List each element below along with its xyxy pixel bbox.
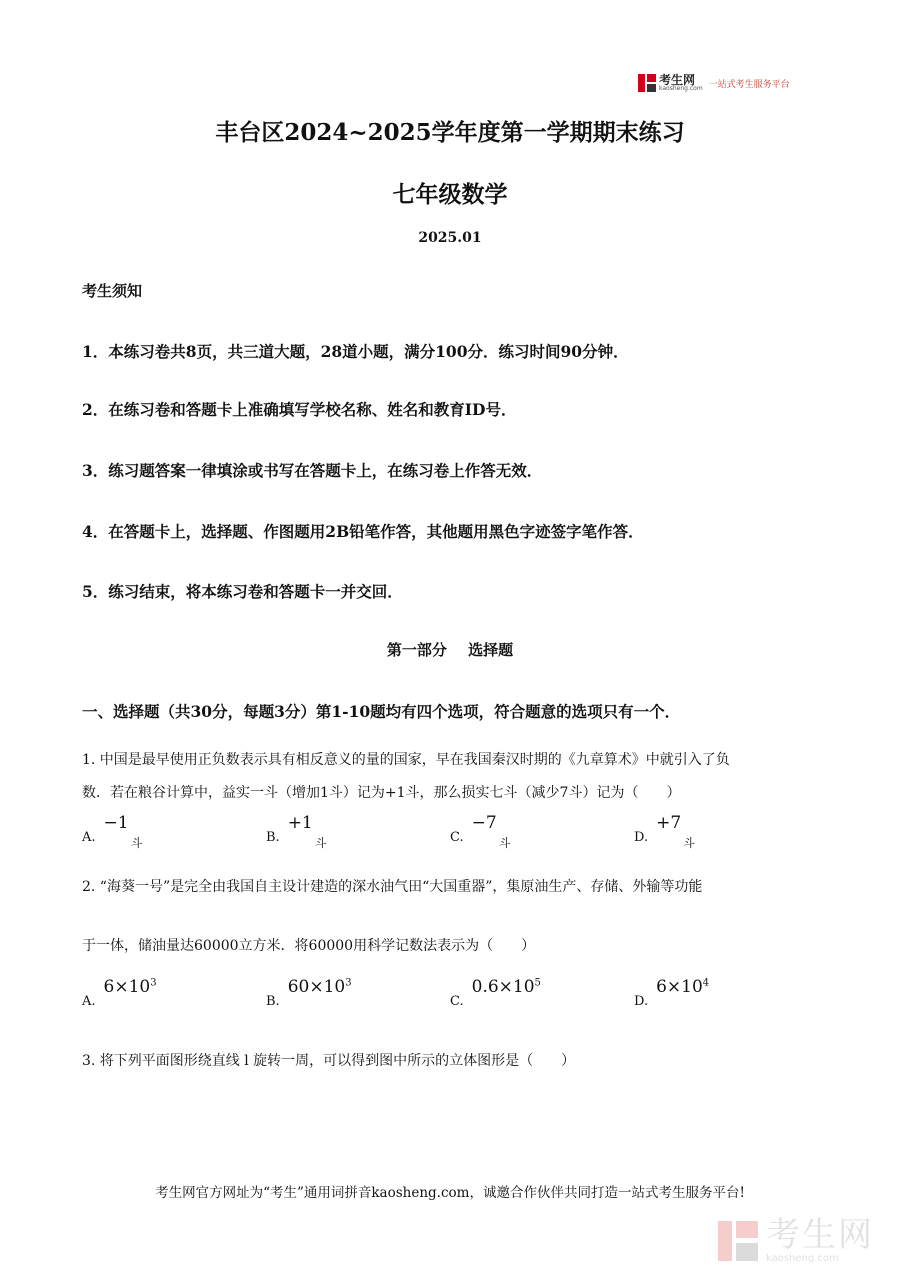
option-value [288,977,352,997]
brand-logo-icon [638,74,656,92]
brand-logo [638,72,790,94]
option-label: C. [450,830,464,845]
question-2-option-b [266,977,352,1009]
option-value: −7 [471,813,497,833]
question-1-option-c [450,813,511,851]
option-base: 6×10 [656,977,703,997]
option-exponent: 3 [345,977,352,989]
brand-logo-text [659,74,703,92]
notice-item: 5．练习结束，将本练习卷和答题卡一并交回． [82,582,403,601]
option-label: B. [266,830,280,845]
option-value [472,977,541,997]
watermark-logo-icon [718,1221,758,1261]
section-heading: 一、选择题（共30分，每题3分）第1-10题均有四个选项，符合题意的选项只有一个． [82,702,681,721]
option-label: C. [450,994,464,1009]
question-1-option-d [634,813,696,851]
option-base: 0.6×10 [471,977,535,997]
question-2-line-2: 于一体，储油量达60000立方米．将60000用科学记数法表示为（ ） [82,938,536,954]
brand-domain: kaosheng.com [659,85,703,92]
question-2-option-a [82,977,157,1009]
notice-item: 4．在答题卡上，选择题、作图题用2B铅笔作答，其他题用黑色字迹签字笔作答． [82,522,644,541]
exam-date: 2025.01 [418,230,482,246]
option-unit: 斗 [683,836,696,850]
option-value: +1 [287,813,313,833]
option-exponent: 3 [150,977,157,989]
brand-name: 考生网 [659,73,696,87]
watermark-text [766,1215,874,1264]
question-1-option-b [266,813,327,851]
option-base: 6×10 [103,977,151,997]
option-base: 60×10 [287,977,346,997]
question-1-line-2: 数．若在粮谷计算中，益实一斗（增加1斗）记为+1斗，那么损实七斗（减少7斗）记为（ ） [82,785,681,801]
notice-heading: 考生须知 [82,282,143,300]
question-2-option-d [634,977,710,1009]
exam-subject: 七年级数学 [392,181,508,208]
option-label: A. [82,830,96,845]
option-value: +7 [656,813,682,833]
option-label: D. [634,994,649,1009]
option-unit: 斗 [498,836,511,850]
notice-item: 1．本练习卷共8页，共三道大题，28道小题，满分100分．练习时间90分钟． [82,342,629,361]
watermark [718,1215,874,1264]
notice-item: 3．练习题答案一律填涂或书写在答题卡上，在练习卷上作答无效． [82,461,543,480]
exam-title: 丰台区2024~2025学年度第一学期期末练习 [215,119,685,146]
brand-slogan: 一站式考生服务平台 [708,79,790,90]
option-label: A. [82,994,96,1009]
question-2-option-c [450,977,541,1009]
question-2-line-1: 2. “海葵一号”是完全由我国自主设计建造的深水油气田“大国重器”，集原油生产、存储、外输等功能 [82,879,703,895]
question-1-line-1: 1. 中国是最早使用正负数表示具有相反意义的量的国家，早在我国秦汉时期的《九章算术》中就引入了负 [82,752,730,768]
watermark-domain: kaosheng.com [766,1253,839,1264]
option-exponent: 5 [534,977,541,989]
option-label: B. [266,994,280,1009]
option-exponent: 4 [702,977,710,989]
question-1-option-a [82,813,143,851]
question-3-line-1: 3. 将下列平面图形绕直线 l 旋转一周，可以得到图中所示的立体图形是（ ） [82,1053,576,1069]
option-label: D. [634,830,649,845]
option-value [104,977,157,997]
watermark-name: 考生网 [766,1215,874,1255]
option-value: −1 [103,813,129,833]
part-title: 第一部分 选择题 [386,641,514,659]
option-value [656,977,709,997]
option-unit: 斗 [314,836,327,850]
notice-item: 2．在练习卷和答题卡上准确填写学校名称、姓名和教育ID号． [82,400,517,419]
option-unit: 斗 [130,836,143,850]
footer-text: 考生网官方网址为“考生”通用词拼音kaosheng.com，诚邀合作伙伴共同打造一站式考生服务平台! [155,1185,745,1201]
